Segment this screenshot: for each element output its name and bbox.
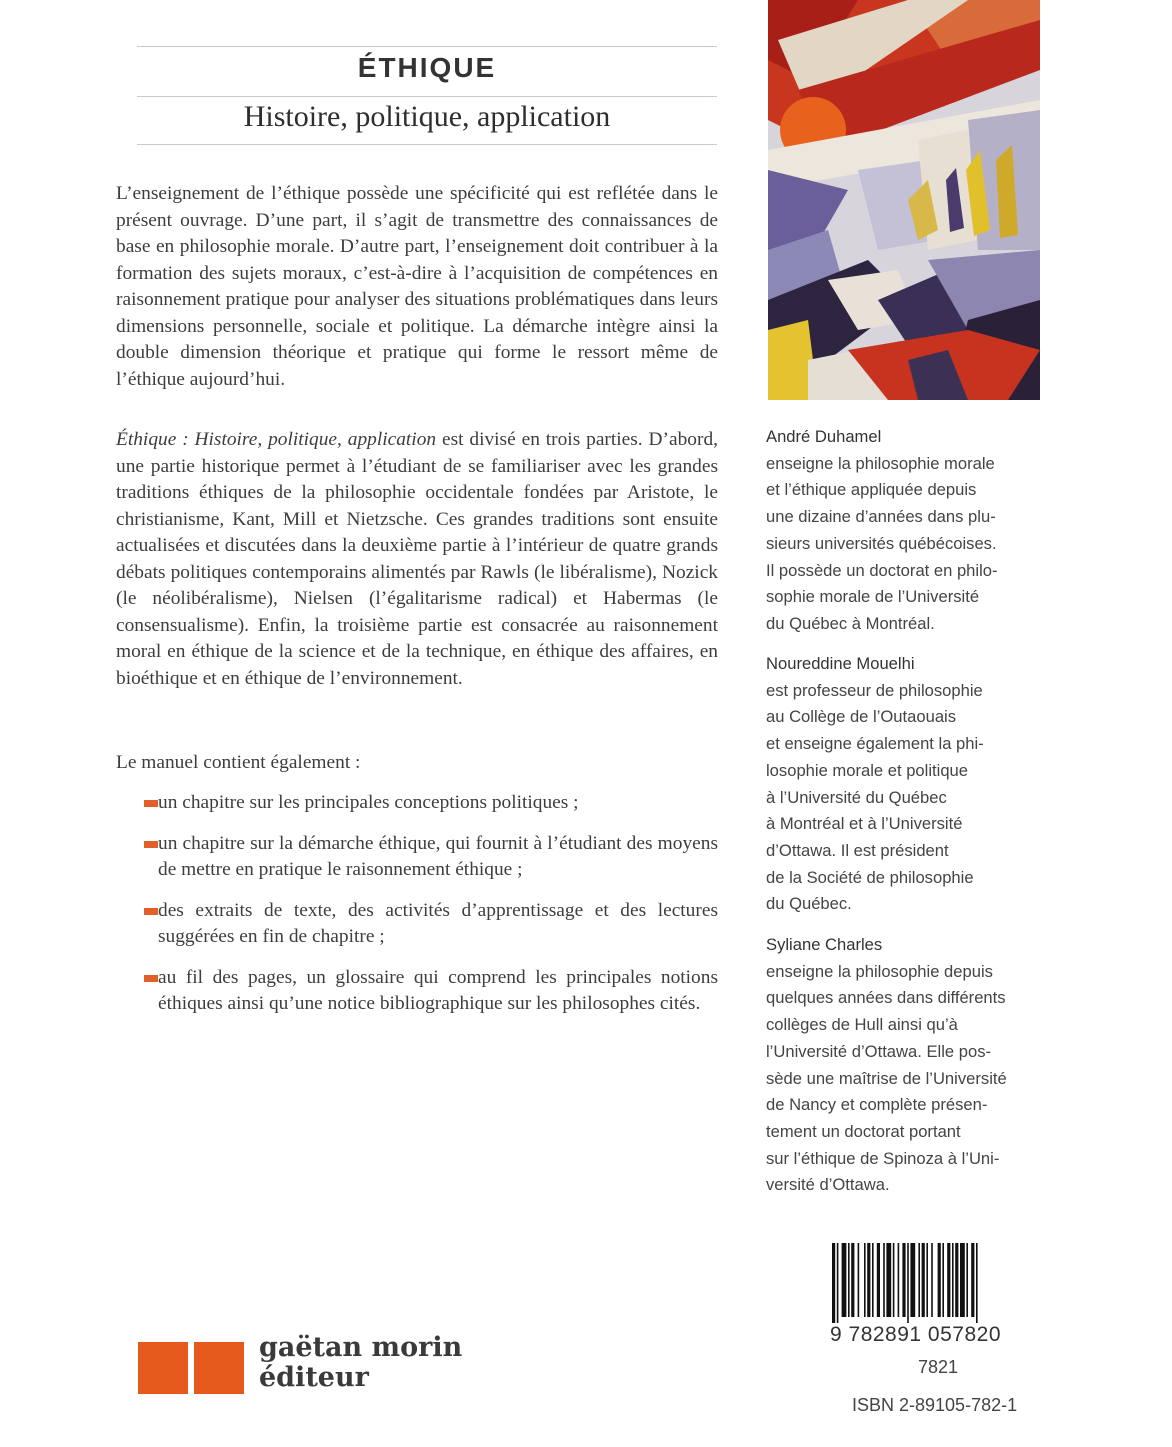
barcode-bar <box>886 1243 891 1317</box>
header-middle-rule <box>137 96 717 97</box>
book-subtitle: Histoire, politique, application <box>243 100 611 133</box>
book-title: ÉTHIQUE <box>357 52 497 83</box>
bio-line: et l’éthique appliquée depuis <box>766 480 977 500</box>
barcode-bar <box>960 1243 965 1317</box>
barcode-bar <box>858 1243 860 1317</box>
author-name: Noureddine Mouelhi <box>766 654 915 673</box>
publisher-logo-icon <box>138 1342 244 1394</box>
barcode-bar <box>952 1243 954 1317</box>
list-item-text: au fil des pages, un glossaire qui comprend les principales notions éthiques ainsi qu’une notice bibliographique sur les philosophes cités. <box>158 966 718 1014</box>
barcode-bar <box>976 1243 978 1323</box>
orange-bullet-icon <box>144 975 158 982</box>
list-item <box>116 790 718 817</box>
list-item-text: un chapitre sur les principales conceptions politiques ; <box>158 792 579 813</box>
publisher-line-2: éditeur <box>259 1362 369 1393</box>
list-intro-text: Le manuel contient également : <box>116 752 361 773</box>
barcode-bar <box>837 1243 839 1323</box>
list-item <box>116 965 718 1018</box>
barcode-bar <box>910 1243 915 1317</box>
author-bio-mouelhi <box>766 651 1046 918</box>
contents-list <box>116 790 718 1032</box>
orange-bullet-icon <box>144 908 158 915</box>
bio-line: collèges de Hull ainsi qu’à <box>766 1015 958 1035</box>
bio-line: du Québec. <box>766 894 852 914</box>
barcode-bar <box>898 1243 900 1317</box>
barcode-icon <box>830 1243 1040 1323</box>
header-top-rule <box>137 46 717 47</box>
barcode-bar <box>931 1243 933 1317</box>
bio-line: sophie morale de l’Université <box>766 587 980 607</box>
bio-line: sède une maîtrise de l’Université <box>766 1068 1007 1088</box>
bio-line: quelques années dans différents <box>766 988 1006 1008</box>
list-item <box>116 831 718 884</box>
bio-line: tement un doctorat portant <box>766 1121 961 1141</box>
list-intro <box>116 750 718 777</box>
orange-bullet-icon <box>144 800 158 807</box>
logo-square-right <box>194 1342 244 1394</box>
bio-line: une dizaine d’années dans plu- <box>766 507 996 527</box>
barcode-bar <box>867 1243 870 1317</box>
barcode-bar <box>883 1243 885 1317</box>
list-item <box>116 898 718 951</box>
barcode-bar <box>907 1243 909 1323</box>
barcode-bar <box>848 1243 850 1317</box>
barcode-digits: 9 782891 057820 <box>830 1323 1001 1346</box>
barcode-bar <box>832 1243 835 1323</box>
isbn-number: ISBN 2-89105-782-1 <box>852 1395 1018 1415</box>
cover-painting <box>768 0 1040 400</box>
bio-line: versité d’Ottawa. <box>766 1175 890 1195</box>
author-description <box>766 959 1046 1199</box>
header-bottom-rule <box>137 144 717 145</box>
barcode-bar <box>872 1243 874 1317</box>
bio-line: du Québec à Montréal. <box>766 613 935 633</box>
bio-line: sur l’éthique de Spinoza à l’Uni- <box>766 1148 1000 1168</box>
author-name: André Duhamel <box>766 427 882 446</box>
bio-line: enseigne la philosophie depuis <box>766 961 993 981</box>
bio-line: Il possède un doctorat en philo- <box>766 560 998 580</box>
author-bio-duhamel <box>766 424 1046 638</box>
paragraph-continuation: est divisé en trois parties. D’abord, une partie historique permet à l’étudiant de se familiariser avec les grandes traditions éthiques de la philosophie occidentale fondées par Aristote, le christianisme, Kant, Mill et Nietzsche. Ces grandes traditions sont ensuite actualisées et discutées dans la deuxième partie à l’intérieur de quatre grands débats politiques contemporains alimentés par Rawls (le libéralisme), Nozick (le néolibéralisme), Nielsen (l’égalitarisme radical) et Habermas (le consensualisme). Enfin, la troisième partie est consacrée au raisonnement moral en éthique de la science et de la technique, en éthique des affaires, en bioéthique et en éthique de l’environnement. <box>116 429 718 689</box>
barcode-bar <box>955 1243 958 1317</box>
abstract-painting-image <box>768 0 1040 400</box>
author-name: Syliane Charles <box>766 935 883 954</box>
barcode-bar <box>864 1243 866 1317</box>
barcode-bar <box>842 1243 847 1317</box>
bio-line: est professeur de philosophie <box>766 680 983 700</box>
bio-line: l’Université d’Ottawa. Elle pos- <box>766 1041 992 1061</box>
barcode-bar <box>971 1243 974 1317</box>
barcode-bar <box>926 1243 928 1317</box>
barcode-addon-number: 7821 <box>918 1357 959 1377</box>
barcode-bar <box>942 1243 944 1317</box>
publisher-name <box>259 1333 462 1393</box>
orange-bullet-icon <box>144 841 158 848</box>
barcode-bar <box>966 1243 968 1317</box>
bio-line: au Collège de l’Outaouais <box>766 707 957 727</box>
bio-line: d’Ottawa. Il est président <box>766 840 949 860</box>
list-item-text: des extraits de texte, des activités d’apprentissage et des lectures suggérées en fin de chapitre ; <box>158 899 718 947</box>
bio-line: de la Société de philosophie <box>766 867 974 887</box>
description-paragraph-1 <box>116 181 718 393</box>
publisher-line-1: gaëtan morin <box>259 1332 463 1363</box>
bio-line: enseigne la philosophie morale <box>766 453 995 473</box>
barcode-bar <box>922 1243 925 1317</box>
barcode-bar <box>893 1243 895 1317</box>
author-bio-charles <box>766 932 1046 1199</box>
logo-square-left <box>138 1342 188 1394</box>
barcode-bar <box>902 1243 905 1317</box>
barcode-bar <box>947 1243 950 1317</box>
bio-line: sieurs universités québécoises. <box>766 533 997 553</box>
bio-line: à l’Université du Québec <box>766 787 947 807</box>
author-description <box>766 451 1046 638</box>
paragraph-text: L’enseignement de l’éthique possède une spécificité qui est reflétée dans le présent ouvrage. D’une part, il s’agit de transmettre des connaissances de base en philosophie morale. D’autre part, l’enseignement doit contribuer à la formation des sujets moraux, c’est-à-dire à l’acquisition de compétences en raisonnement pratique pour analyser des situations problématiques dans leurs dimensions personnelle, sociale et politique. La démarche intègre ainsi la double dimension théorique et pratique qui forme le ressort même de l’éthique aujourd’hui. <box>116 183 718 390</box>
paragraph-text <box>116 427 718 692</box>
barcode-bar <box>938 1243 941 1317</box>
book-title-italic: Éthique : Histoire, politique, application <box>116 429 437 450</box>
description-paragraph-2 <box>116 427 718 692</box>
list-item-text: un chapitre sur la démarche éthique, qui fournit à l’étudiant des moyens de mettre en pratique le raisonnement éthique ; <box>158 832 718 880</box>
author-description <box>766 678 1046 918</box>
barcode-bar <box>851 1243 854 1317</box>
bio-line: losophie morale et politique <box>766 760 969 780</box>
bio-line: et enseigne également la phi- <box>766 734 984 754</box>
barcode-bar <box>877 1243 880 1317</box>
bio-line: à Montréal et à l’Université <box>766 814 963 834</box>
bio-line: de Nancy et complète présen- <box>766 1095 988 1115</box>
barcode-bar <box>918 1243 920 1317</box>
